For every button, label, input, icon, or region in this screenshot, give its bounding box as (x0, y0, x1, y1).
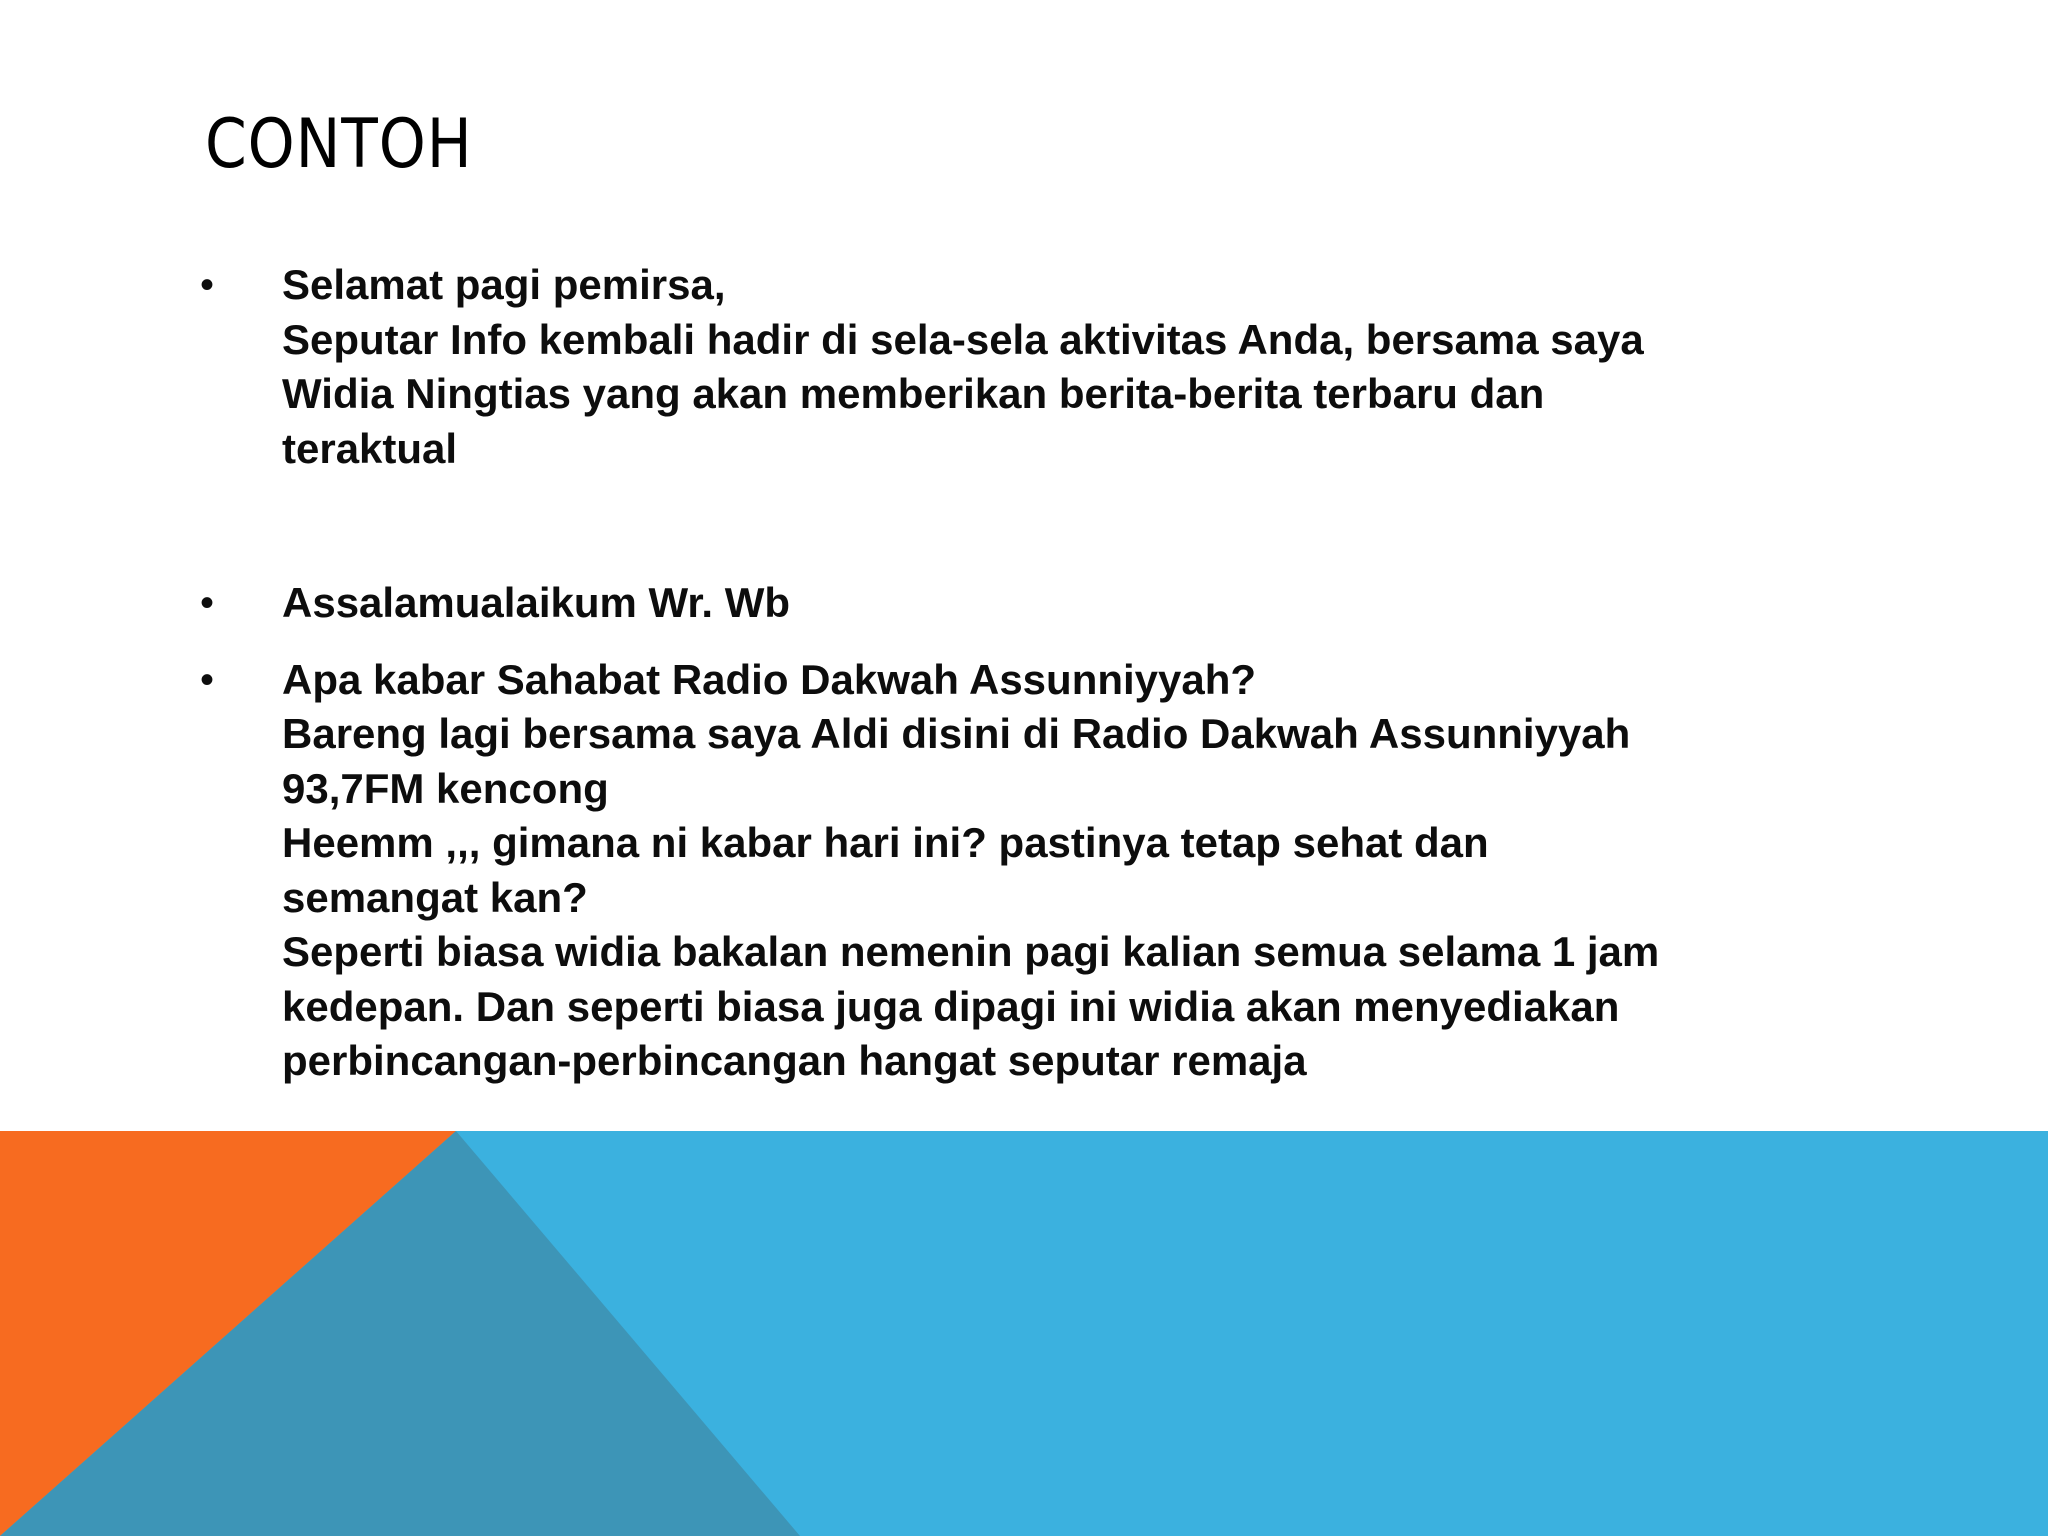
item-line: Heemm ,,, gimana ni kabar hari ini? pastinya tetap sehat dan (282, 819, 1489, 866)
item-line: Apa kabar Sahabat Radio Dakwah Assunniyyah? (282, 655, 1257, 703)
item-line: Seputar Info kembali hadir di sela-sela aktivitas Anda, bersama saya (282, 315, 1644, 363)
item-line: Selamat pagi pemirsa, (282, 261, 726, 308)
slide-title: CONTOH (205, 105, 473, 184)
item-line: teraktual (282, 424, 458, 472)
item-line: perbincangan-perbincangan hangat seputar remaja (282, 1037, 1307, 1084)
item-line: Seperti biasa widia bakalan nemenin pagi kalian semua selama 1 jam (282, 928, 1660, 975)
bullet-marker: • (200, 263, 215, 307)
bullet-marker: • (200, 657, 215, 702)
item-line: Assalamualaikum Wr. Wb (282, 579, 791, 626)
decorative-footer-band (0, 1131, 2048, 1536)
list-item (200, 653, 1840, 1089)
item-line: Widia Ningtias yang akan memberikan berita-berita terbaru dan (282, 370, 1545, 417)
list-item (200, 576, 1840, 631)
bullet-marker: • (200, 581, 215, 625)
list-item (200, 258, 1840, 476)
item-line: semangat kan? (282, 873, 588, 921)
item-line: Bareng lagi bersama saya Aldi disini di Radio Dakwah Assunniyyah (282, 710, 1631, 757)
bullet-list (200, 258, 1840, 1089)
item-line: 93,7FM kencong (282, 764, 609, 812)
item-line: kedepan. Dan seperti biasa juga dipagi ini widia akan menyediakan (282, 982, 1620, 1030)
